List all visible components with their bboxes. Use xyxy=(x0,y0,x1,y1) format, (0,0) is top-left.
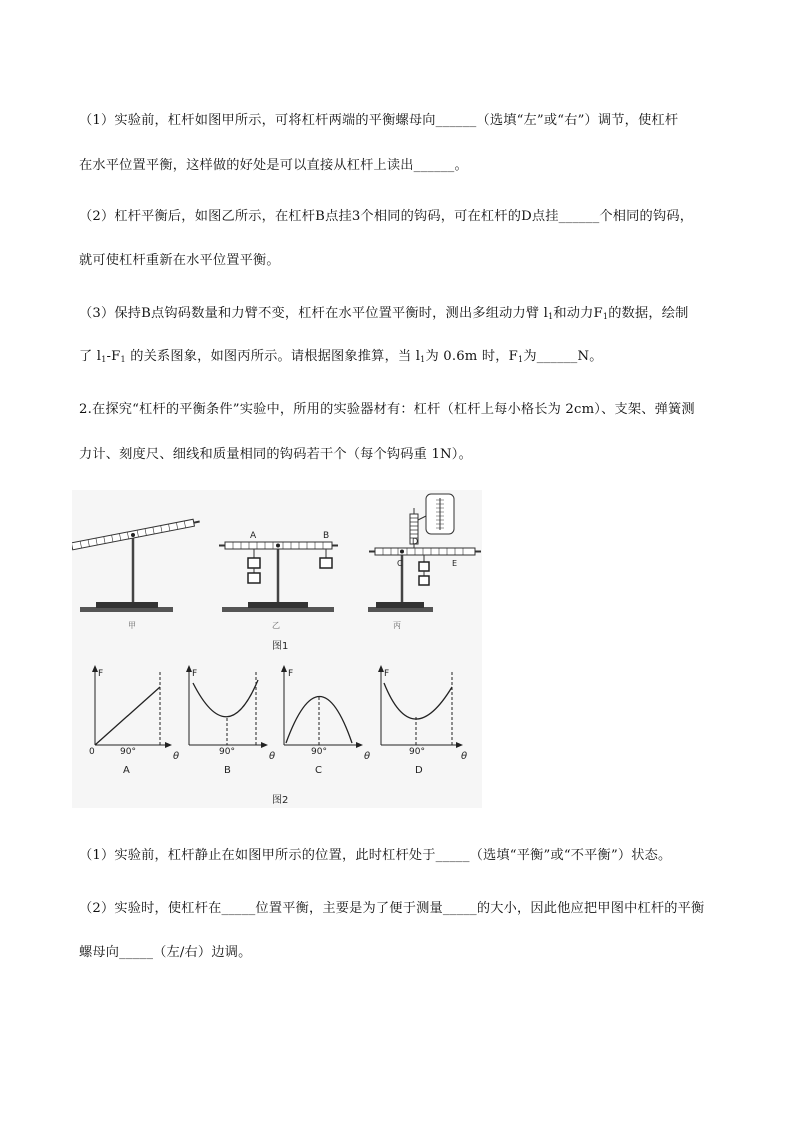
graph-a-origin: 0 xyxy=(89,747,95,757)
label-point-a: A xyxy=(250,531,257,541)
q2-part1: （1）实验前，杠杆静止在如图甲所示的位置，此时杠杆处于_____（选填“平衡”或“不平衡”）状态。 xyxy=(79,848,672,863)
q2-intro-line1: 2.在探究“杠杆的平衡条件”实验中，所用的实验器材有：杠杆（杠杆上每小格长为 2cm）、支架、弹簧测 xyxy=(79,402,695,417)
graph-a xyxy=(89,665,179,776)
q1-part2-line1: （2）杠杆平衡后，如图乙所示，在杠杆B点挂3个相同的钩码，可在杠杆的D点挂______个相同的钩码， xyxy=(79,209,694,224)
q2-part2-line1: （2）实验时，使杠杆在_____位置平衡，主要是为了便于测量_____的大小，因此他应把甲图中杠杆的平衡 xyxy=(79,901,705,916)
label-point-c: C xyxy=(397,559,403,568)
fig1-caption: 图1 xyxy=(272,641,289,652)
graph-c xyxy=(281,665,370,776)
subscript: 1 xyxy=(548,312,554,321)
graph-b-y-label: F xyxy=(192,669,198,679)
label-point-e: E xyxy=(452,559,458,568)
text-run: 了 l xyxy=(79,349,102,364)
q1-part3-line2 xyxy=(79,345,603,364)
lever-figure xyxy=(72,490,482,808)
text-run: -F xyxy=(106,349,121,364)
graph-b-tick: 90° xyxy=(219,747,235,757)
graph-d xyxy=(378,665,467,776)
graph-a-label: A xyxy=(123,765,130,776)
label-jia: 甲 xyxy=(128,621,136,630)
subscript: 1 xyxy=(420,355,426,364)
graph-c-tick: 90° xyxy=(311,747,327,757)
lever-diagrams-svg xyxy=(72,490,482,808)
text-run: 的关系图象，如图丙所示。请根据图象推算，当 l xyxy=(125,349,421,364)
label-point-d: D xyxy=(412,537,419,546)
q1-part1-line1: （1）实验前，杠杆如图甲所示，可将杠杆两端的平衡螺母向______（选填“左”或“右”）调节，使杠杆 xyxy=(79,113,679,128)
lever-bing xyxy=(368,494,481,630)
subscript: 1 xyxy=(120,355,126,364)
graph-b xyxy=(186,665,275,776)
graph-c-label: C xyxy=(315,765,322,776)
q1-part3-line1 xyxy=(79,302,689,321)
text-run: 和动力F xyxy=(553,306,603,321)
q2-part2-line2: 螺母向_____（左/右）边调。 xyxy=(79,945,252,960)
q1-part2-line2: 就可使杠杆重新在水平位置平衡。 xyxy=(79,253,280,268)
text-run: （3）保持B点钩码数量和力臂不变，杠杆在水平位置平衡时，测出多组动力臂 l xyxy=(79,306,549,321)
graph-c-x-label: θ xyxy=(364,751,371,762)
text-run: 为______N。 xyxy=(523,349,603,364)
graph-d-x-label: θ xyxy=(461,751,468,762)
text-run: 为 0.6m 时，F xyxy=(425,349,519,364)
q2-intro-line2: 力计、刻度尺、细线和质量相同的钩码若干个（每个钩码重 1N）。 xyxy=(79,447,472,462)
lever-jia xyxy=(72,518,200,630)
fig2-caption: 图2 xyxy=(272,795,289,806)
graph-d-label: D xyxy=(415,765,423,776)
graph-b-x-label: θ xyxy=(269,751,276,762)
graph-b-label: B xyxy=(224,765,231,776)
label-yi: 乙 xyxy=(272,621,280,630)
lever-yi xyxy=(219,531,338,630)
label-bing: 丙 xyxy=(393,621,401,630)
graph-c-y-label: F xyxy=(288,669,294,679)
graph-a-tick: 90° xyxy=(120,747,136,757)
q1-part1-line2: 在水平位置平衡，这样做的好处是可以直接从杠杆上读出______。 xyxy=(79,158,468,173)
graph-d-tick: 90° xyxy=(409,747,425,757)
subscript: 1 xyxy=(602,312,609,321)
graph-a-x-label: θ xyxy=(173,751,180,762)
subscript: 1 xyxy=(518,355,524,364)
label-point-b: B xyxy=(323,531,330,541)
graph-a-y-label: F xyxy=(98,669,104,679)
graph-d-y-label: F xyxy=(384,669,390,679)
text-run: 的数据，绘制 xyxy=(608,306,689,321)
subscript: 1 xyxy=(101,355,107,364)
